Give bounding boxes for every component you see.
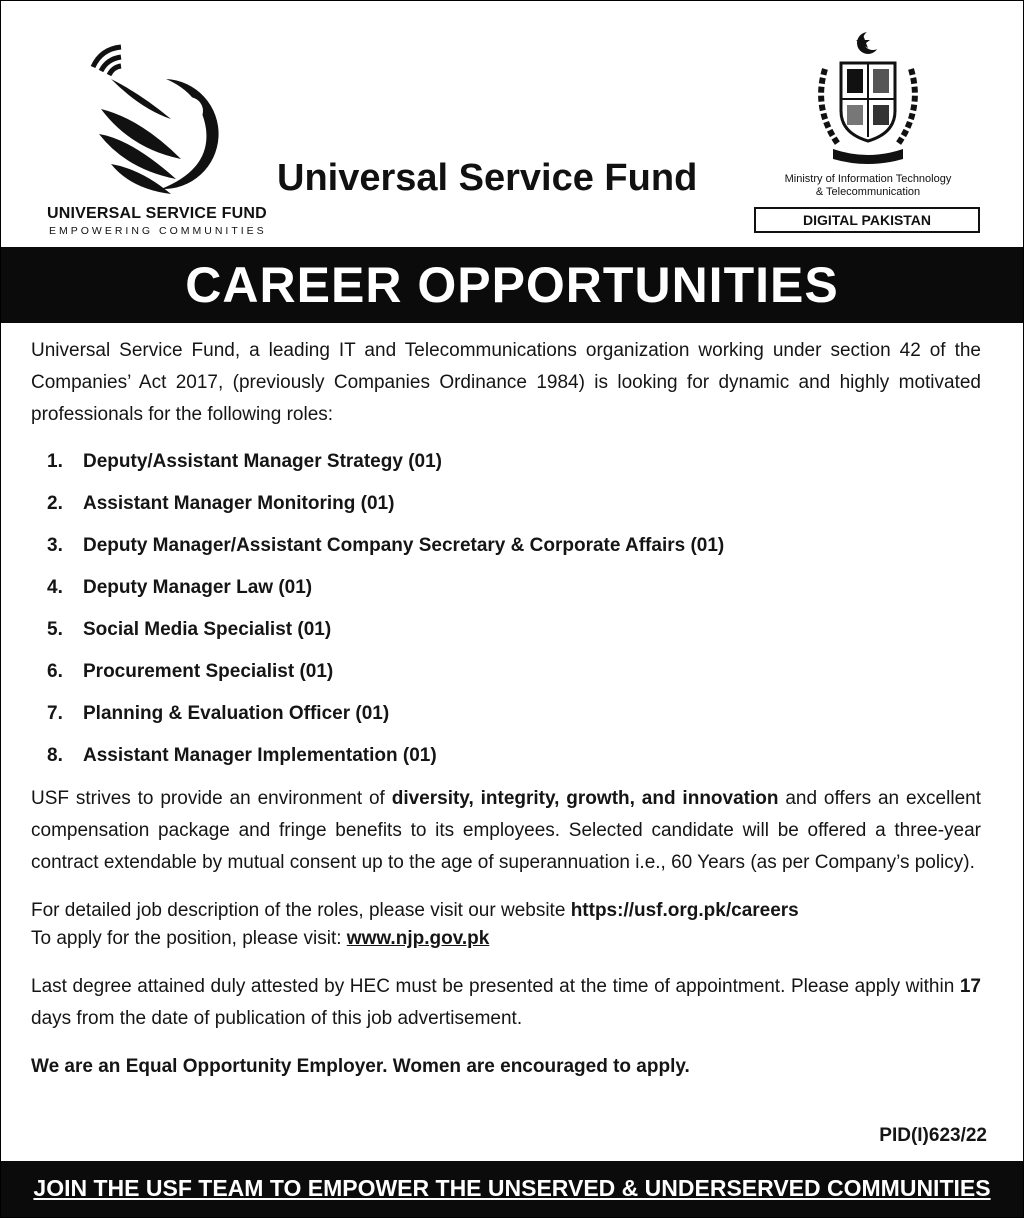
role-number: 6.	[47, 661, 63, 682]
details-line	[31, 897, 981, 925]
role-title: Deputy Manager Law (01)	[83, 577, 313, 598]
usf-logo	[41, 39, 271, 239]
benefits-highlight: diversity, integrity, growth, and innovation	[391, 788, 779, 809]
footer-banner	[1, 1161, 1023, 1217]
role-number: 1.	[47, 451, 63, 472]
role-title: Planning & Evaluation Officer (01)	[83, 703, 390, 724]
list-item	[31, 651, 981, 693]
ministry-name	[753, 173, 983, 199]
list-item	[31, 483, 981, 525]
list-item	[31, 609, 981, 651]
state-emblem-icon	[803, 29, 933, 169]
apply-line	[31, 925, 981, 953]
organization-title: Universal Service Fund	[277, 157, 698, 199]
usf-logo-icon	[71, 39, 241, 199]
ministry-block	[753, 29, 983, 239]
role-number: 7.	[47, 703, 63, 724]
logo-tagline: EMPOWERING COMMUNITIES	[49, 225, 267, 237]
list-item	[31, 735, 981, 777]
header	[1, 1, 1023, 247]
list-item	[31, 525, 981, 567]
degree-text-1: Last degree attained duly attested by HEC must be presented at the time of appointment. Please apply within	[31, 976, 960, 997]
list-item	[31, 693, 981, 735]
benefits-paragraph	[31, 783, 981, 879]
details-text: For detailed job description of the roles, please visit our website	[31, 900, 571, 921]
benefits-text-2: and offers an excellent compensation package and fringe benefits to its employees. Selected candidate will be offered a three-year contract extendable by mutual consent up to the age of superannuation i.e., 60 Years (as per Company’s policy).	[31, 788, 981, 873]
role-number: 2.	[47, 493, 63, 514]
list-item	[31, 567, 981, 609]
main-content	[31, 335, 981, 1081]
equal-opportunity-statement: We are an Equal Opportunity Employer. Women are encouraged to apply.	[31, 1056, 690, 1077]
role-number: 8.	[47, 745, 63, 766]
role-title: Deputy Manager/Assistant Company Secretary & Corporate Affairs (01)	[83, 535, 725, 556]
role-number: 3.	[47, 535, 63, 556]
days-count: 17	[959, 976, 981, 997]
logo-name: UNIVERSAL SERVICE FUND	[47, 205, 267, 222]
role-title: Social Media Specialist (01)	[83, 619, 332, 640]
intro-paragraph: Universal Service Fund, a leading IT and Telecommunications organization working under section 42 of the Companies’ Act 2017, (previously Companies Ordinance 1984) is looking for dynamic and highly motivated professionals for the following roles:	[31, 340, 981, 425]
role-title: Deputy/Assistant Manager Strategy (01)	[83, 451, 442, 472]
list-item	[31, 441, 981, 483]
role-number: 4.	[47, 577, 63, 598]
role-title: Assistant Manager Monitoring (01)	[83, 493, 395, 514]
role-number: 5.	[47, 619, 63, 640]
degree-text-2: days from the date of publication of this job advertisement.	[31, 1008, 523, 1029]
pid-number: PID(I)623/22	[879, 1125, 987, 1146]
benefits-text-1: USF strives to provide an environment of	[31, 788, 392, 809]
njp-link[interactable]: www.njp.gov.pk	[346, 928, 490, 949]
careers-link[interactable]: https://usf.org.pk/careers	[570, 900, 799, 921]
roles-list	[31, 441, 981, 777]
role-title: Assistant Manager Implementation (01)	[83, 745, 437, 766]
apply-text: To apply for the position, please visit:	[31, 928, 347, 949]
degree-paragraph	[31, 971, 981, 1035]
ministry-line-1: Ministry of Information Technology	[784, 173, 952, 185]
footer-slogan: JOIN THE USF TEAM TO EMPOWER THE UNSERVED & UNDERSERVED COMMUNITIES	[33, 1175, 991, 1201]
digital-pakistan-badge: DIGITAL PAKISTAN	[754, 207, 980, 233]
career-banner: CAREER OPPORTUNITIES	[1, 247, 1023, 323]
ministry-line-2: & Telecommunication	[815, 186, 921, 198]
role-title: Procurement Specialist (01)	[83, 661, 334, 682]
